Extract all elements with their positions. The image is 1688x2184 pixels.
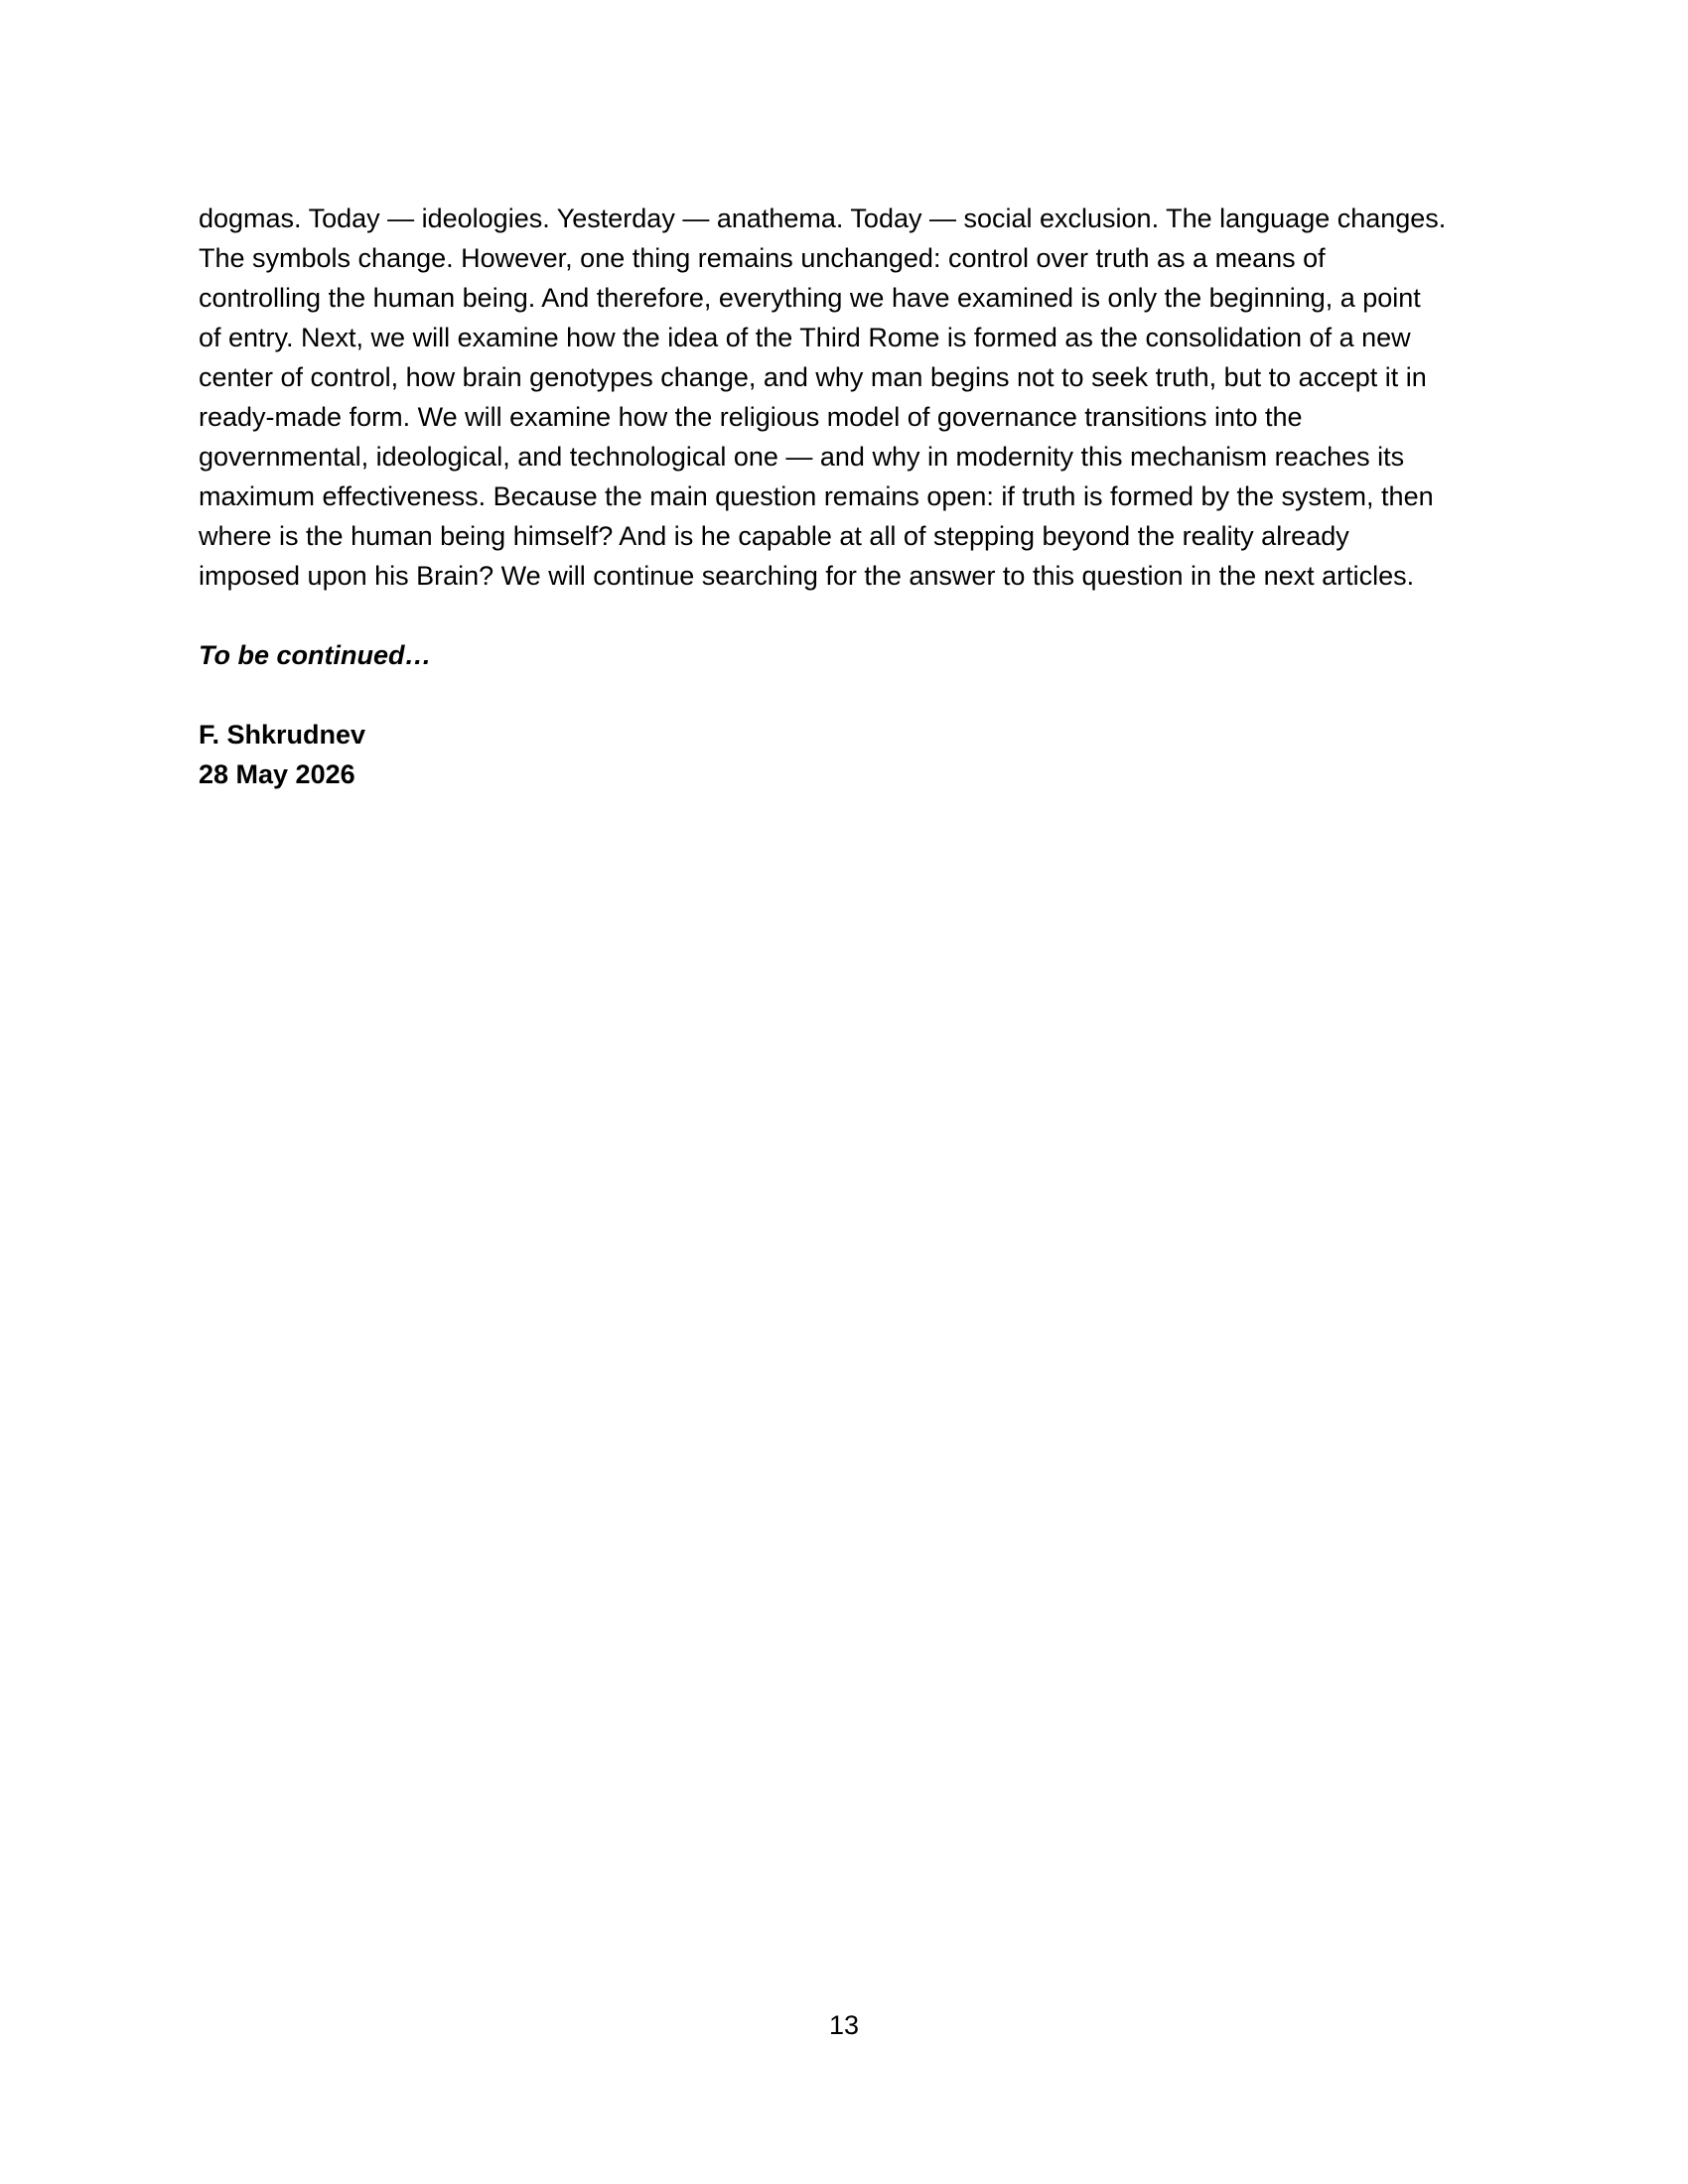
body-paragraph [199, 199, 1509, 596]
paragraph-line: governmental, ideological, and technological one — and why in modernity this mechanism reaches its [199, 442, 1405, 472]
paragraph-line: dogmas. Today — ideologies. Yesterday — anathema. Today — social exclusion. The language changes. [199, 204, 1447, 233]
page-number: 13 [828, 2010, 860, 2040]
author-name: F. Shkrudnev [199, 720, 366, 750]
paragraph-line: maximum effectiveness. Because the main question remains open: if truth is formed by the system, then [199, 481, 1434, 511]
signature-date: 28 May 2026 [199, 759, 355, 789]
paragraph-line: of entry. Next, we will examine how the idea of the Third Rome is formed as the consolidation of a new [199, 323, 1411, 352]
signature-block [199, 715, 365, 794]
paragraph-line: imposed upon his Brain? We will continue searching for the answer to this question in the next articles. [199, 561, 1415, 591]
paragraph-line: center of control, how brain genotypes change, and why man begins not to seek truth, but to accept it in [199, 362, 1427, 392]
paragraph-line: The symbols change. However, one thing remains unchanged: control over truth as a means of [199, 243, 1326, 273]
to-be-continued-note: To be continued… [199, 640, 432, 670]
paragraph-line: where is the human being himself? And is he capable at all of stepping beyond the reality already [199, 521, 1349, 551]
paragraph-line: controlling the human being. And therefore, everything we have examined is only the beginning, a point [199, 283, 1421, 313]
paragraph-line: ready-made form. We will examine how the religious model of governance transitions into the [199, 402, 1303, 432]
